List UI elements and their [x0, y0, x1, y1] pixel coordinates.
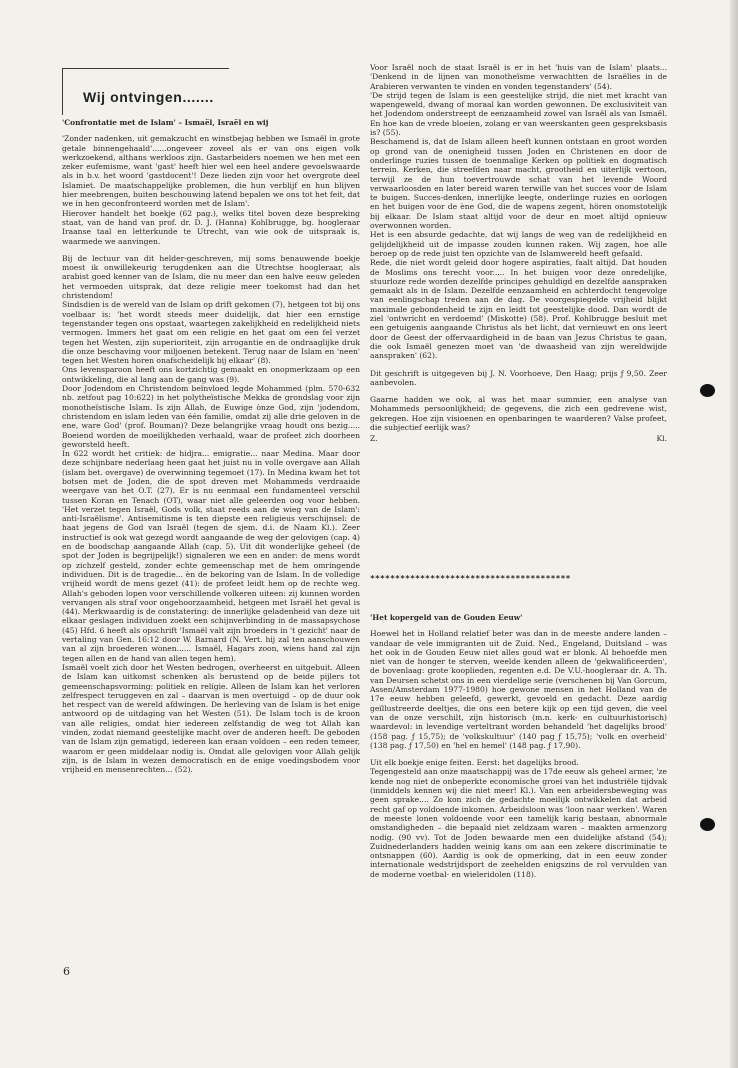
section-title: Wij ontvingen....... — [83, 89, 214, 105]
paragraph: Uit elk boekje enige feiten. Eerst: het dagelijks brood. — [370, 758, 579, 768]
paragraph: Gaarne hadden we ook, al was het maar summier, een analyse van Mohammeds persoonlijkheid; de gegevens, die zich een gedrevene wist, gekregen. Hoe zijn visioenen en openbaringen te waarderen? Valse profeet, die subjectief eerlijk was? — [370, 395, 667, 432]
signature-right: Kl. — [656, 434, 667, 444]
page-number: 6 — [63, 965, 70, 978]
paragraph: 'De strijd tegen de Islam is een geestelijke strijd, die niet met kracht van wapengeweld, dwang of moraal kan worden gewonnen. De exclusiviteit van het Jodendom onderstreept de eenzaamheid zowel van Israël als van Ismaël. En hoe kan de vrede bloeien, zolang er van weerskanten geen gespreksbasis is? (55). — [370, 90, 667, 138]
signature-left: Z. — [370, 434, 378, 444]
paragraph: Voor Israël noch de staat Israël is er in het 'huis van de Islam' plaats... 'Denkend in de lijnen van monotheïsme verwachtten de Israëlies in de Arabieren verwanten te vinden en vonden tegenstanders' (54). — [370, 63, 667, 91]
punch-hole-icon — [700, 384, 715, 397]
paragraph: Hoewel het in Holland relatief beter was dan in de meeste andere landen – vandaar de vele immigranten uit de Zuid. Ned., Engeland, Duitsland – was het ook in de Gouden Eeuw niet alles goud wat er blonk. Al behoefde men niet van de honger te sterven, weelde kenden alleen de 'gekwalificeerden', de bovenlaag: grote kooplieden, regenten e.d. De V.U.-hoogleraar dr. A. Th. van Deursen schetst ons in een vierdelige serie (verschenen bij Van Gorcum, Assen/Amsterdam 1977-1980) hoe gewone mensen in het Holland van de 17e eeuw hebben geleefd, gewerkt, gevoeld en gedacht. Deze aardig geïllustreerde deeltjes, die ons een betere kijk op een tijd geven, die veel van de onze verschilt, zijn historisch (m.n. kerk- en cultuurhistorisch) waardevol: in levendige verteltrant worden behandeld 'het dagelijks brood' (158 pag. ƒ 15,75); de 'volkskultuur' (140 pag ƒ 15,75); 'volk en overheid' (138 pag. ƒ 17,50) en 'hel en hemel' (148 pag. ƒ 17,90). — [370, 629, 667, 750]
paragraph: In 622 wordt het critiek: de hidjra... emigratie... naar Medina. Maar door deze schijnbare nederlaag heen gaat het juist nu in volle overgave aan Allah (islam bet. overgave) de overwinning tegemoet (17). In Medina kwam het tot botsen met de Joden, die de spot dreven met Mohammeds verdraaide weergave van het O.T. (27). Er is nu eenmaal een fundamenteel verschil tussen Koran en Tenach (OT), waar niet alle geleerden oog voor hebben. 'Het verzet tegen Israël, Gods volk, staat reeds aan de wieg van de Islam': anti-Israëlisme'. Antisemitisme is ten diepste een religieus verschijnsel: de haat jegens de God van Israël (tegen de sjem. d.i. de Naam Kl.). Zeer instructief is ook wat gezegd wordt aangaande de weg der gelovigen (cap. 4) en de boodschap aangaande Allah (cap. 5). Uit dit wonderlijke geheel (de spot der Joden is begrijpelijk!) signaleren we een en ander: de mens wordt op zichzelf gesteld, zonder echte gemeenschap met de hem omringende individuen. Dit is de tragedie... èn de bekoring van de Islam. In de volledige vrijheid wordt de mens gezet (41): de profeet leidt hem op de rechte weg. Allah's geboden lopen voor verschillende volkeren uiteen: zij kunnen worden vervangen als straf voor ongehoorzaamheid, hetgeen met Israël het geval is (44). Merkwaardig is de constatering: de innerlijke geladenheid van deze uit elkaar geslagen individuen zoekt een schijnverbinding in de massapsychose (45) Hfd. 6 heeft als opschrift 'Ismaël valt zijn broeders in 't gezicht' naar de vertaling van Gen. 16:12 door W. Barnard (N. Vert. hij zal ten aanschouwen van al zijn broederen wonen...... Ismaël, Hagars zoon, wiens hand zal zijn tegen allen en de hand van allen tegen hem). — [62, 449, 360, 663]
right-column — [370, 63, 667, 444]
paragraph: Door Jodendom en Christendom beïnvloed legde Mohammed (plm. 570-632 nb. zetfout pag 10:622) in het polytheïstische Mekka de grondslag voor zijn monotheïstische Islam. Is zijn Allah, de Euwige ònze God, zijn 'jodendom, christendom en islam leden van één familie, omdat zij alle drie geloven in de ene, ware God' (prof. Bouman)? Deze belangrijke vraag houdt ons bezig..... Boeiend worden de moeilijkheden verhaald, waar de profeet zich doorheen geworsteld heeft. — [62, 384, 360, 449]
publisher-note: Dit geschrift is uitgegeven bij J. N. Voorhoeve, Den Haag; prijs ƒ 9,50. Zeer aanbevolen. — [370, 368, 667, 387]
paragraph: Hierover handelt het boekje (62 pag.), welks titel boven deze bespreking staat, van de hand van prof. dr. D. J. (Hanna) Kohlbrugge, bg. hoogleraar Iraanse taal en letterkunde te Utrecht, van wie ook de uitspraak is, waarmede we aanvingen. — [62, 208, 360, 246]
review-heading-2: 'Het kopergeld van de Gouden Eeuw' — [370, 613, 523, 622]
right-column-second-review — [370, 613, 667, 879]
paragraph: Het is een absurde gedachte, dat wij langs de weg van de redelijkheid en gelijdelijkheid uit de impasse zouden kunnen raken. Wij zagen, hoe alle beroep op de rede juist ten opzichte van de Islamwereld heeft gefaald. — [370, 230, 667, 258]
paragraph: Sindsdien is de wereld van de Islam op drift gekomen (7), hetgeen tot bij ons voelbaar is: 'het wordt steeds meer duidelijk, dat hier een ernstige tegenstander tegen ons opstaat, waartegen zakelijkheid en redelijkheid niets vermogen. Immers het gaat om een religie en het gaat om een fel verzet tegen het Westen, zijn superioriteit, zijn arrogantie en de ondraaglijke druk die onze beschaving voor miljoenen betekent. Terug naar de Islam en 'neen' tegen het Westen horen onafscheidelijk bij elkaar' (8). — [62, 300, 360, 366]
paragraph: Beschamend is, dat de Islam alleen heeft kunnen ontstaan en groot worden op grond van de onenigheid tussen Joden en Christenen en door de onderlinge ruzies tussen de toenmalige Kerken op politiek en dogmatisch terrein. Kerken, die streefden naar macht, grootheid en uiterlijk vertoon, terwijl ze de hun toevertrouwde schat van het levende Woord verwaarloosden en later bereid waren terwille van het succes voor de Islam te buigen. Succes-denken, innerlijke leegte, onderlinge ruzies en oorlogen en het buigen voor de ène God, die de wapens zegent, hören onomstotelijk bij elkaar. De Islam staat altijd voor de deur en moet altijd opnieuw overwonnen worden. — [370, 137, 667, 231]
paragraph: Tegengesteld aan onze maatschappij was de 17de eeuw als geheel armer, 'ze kende nog niet de onbeperkte economische groei van het industriële tijdvak (inmiddels kennen wij die niet meer! Kl.). Van een arbeidersbeweging was geen sprake.... Zo kon zich de gedachte moeilijk ontwikkelen dat arbeid recht gaf op voldoende inkomen. Arbeidsloon was 'loon naar werken'. Waren de meeste lonen voldoende voor een tamelijk karig bestaan, abnormale omstandigheden – die bepaald niet zeldzaam waren – maakten armenzorg nodig. (90 vv). Tot de Joden bewaarde men een duidelijke afstand (54); Zuidnederlanders hadden weinig kans om aan een zekere discriminatie te ontsnappen (60). Aardig is ook de opmerking, dat in een eeuw zonder internationale wedstrijdsport de zeehelden enigszins de rol vervulden van de moderne voetbal- en wieleridolen (118). — [370, 767, 667, 879]
paragraph: Ismaël voelt zich door het Westen bedrogen, overheerst en uitgebuit. Alleen de Islam kan uitkomst schenken als berustend op de beide pijlers tot gemeenschapsvorming: politiek en religie. Alleen de Islam kan het verloren zelfrespect teruggeven en zal – daarvan is men overtuigd – op de duur ook het respect van de wereld afdwingen. De herleving van de Islam is het enige antwoord op de uitdaging van het Westen (51). De Islam toch is de kroon van alle religies, omdat hier iedereen zelfstandig de weg tot Allah kan vinden, zodat niemand geestelijke macht over de anderen heeft. De geboden van de Islam zijn gematigd, iedereen kan eraan voldoen – een reden temeer, waarom er geen middelaar nodig is. Omdat alle gelovigen voor Allah gelijk zijn, is de Islam in wezen democratisch en de enige voedingsbodem voor vrijheid en mensenrechten... (52). — [62, 662, 360, 775]
paragraph: 'Zonder nadenken, uit gemakzucht en winstbejag hebben we Ismaël in grote getale binnengehaald'......ongeveer zoveel als er van ons eigen volk werkzoekend, althans werkloos zijn. Gastarbeiders noemen we hen met een zeker eufemisme, want 'gast' heeft hier wel een heel andere gevoelswaarde als in b.v. het woord 'gastdocent'! Deze lieden zijn voor het overgrote deel Islamiet. De maatschappelijke problemen, die hun verblijf en hun blijven hier meebrengen, buiten beschouwing latend bepalen we ons tot het feit, dat we in hen geconfronteerd worden met de Islam'. — [62, 134, 360, 209]
paragraph: Ons levensparoon heeft ons kortzichtig gemaakt en onopmerkzaam op een ontwikkeling, die al lang aan de gang was (9). — [62, 365, 360, 384]
left-column — [62, 118, 360, 774]
section-title-box — [62, 68, 229, 115]
signature-line — [370, 434, 667, 443]
review-heading-1: 'Confrontatie met de Islam' – Ismaël, Israël en wij — [62, 118, 269, 127]
asterisk-separator: **************************************** — [370, 574, 571, 583]
paragraph: Rede, die niet wordt geleid door hogere aspiraties, faalt altijd. Dat houden de Moslims ons terecht voor..... In het buigen voor deze onredelijke, stuurloze rede worden dezelfde principes gehuldigd en dezelfde aanspraken gemaakt als in de Islam. Dezelfde eenzaamheid en achterdocht tengevolge van eenlingschap treden aan de dag. De voorgespiegelde vrijheid blijkt maximale gebondenheid te zijn en leidt tot geestelijke dood. Dan wordt de ziel 'ontwricht en verdoemd' (Miskotte) (58). Prof. Kohlbrugge besluit met een getuigenis aangaande Christus als het licht, dat vernieuwt en ons leert door de Geest der offervaardigheid in de baan van Jezus Christus te gaan, die ook Ismaël genezen moet van 'de dwaasheid van zijn wereldwijde aanspraken' (62). — [370, 258, 667, 361]
punch-hole-icon — [700, 818, 715, 831]
page-edge-shadow — [730, 0, 738, 1068]
paragraph: Bij de lectuur van dit helder-geschreven, mij soms benauwende boekje moest ik onwillekeurig terugdenken aan die Utrechtse hoogleraar, als arabist goed kenner van de Islam, die nu meer dan een halve eeuw geleden het vermoeden uitsprak, dat deze religie meer toekomst had dan het christendom! — [62, 253, 360, 301]
